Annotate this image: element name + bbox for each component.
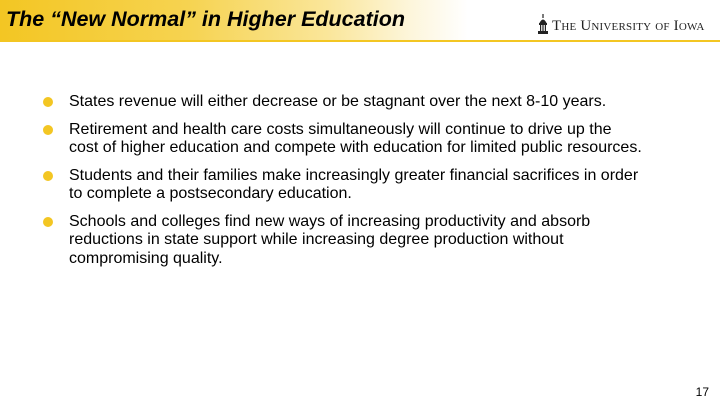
bullet-dot [43, 125, 53, 135]
list-item [43, 121, 643, 158]
list-item [43, 213, 643, 269]
bullet-dot [43, 171, 53, 181]
slide-title: The “New Normal” in Higher Education [6, 7, 405, 31]
list-item [43, 167, 643, 204]
old-capitol-dome-icon [537, 14, 549, 34]
title-divider [0, 40, 720, 42]
university-logo [537, 14, 704, 34]
bullet-text: Students and their families make increasingly greater financial sacrifices in order to complete a postsecondary education. [69, 166, 639, 202]
title-bar [0, 0, 468, 40]
logo-wordmark: The University of Iowa [552, 18, 705, 34]
bullet-dot [43, 217, 53, 227]
bullet-text: States revenue will either decrease or be stagnant over the next 8-10 years. [69, 93, 607, 110]
bullet-text: Retirement and health care costs simultaneously will continue to drive up the cost of higher education and compete with education for limited public resources. [69, 120, 642, 156]
bullet-list [43, 93, 643, 268]
page-number: 17 [695, 385, 709, 399]
bullet-text: Schools and colleges find new ways of increasing productivity and absorb reductions in state support while increasing degree production without compromising quality. [69, 212, 591, 267]
bullet-dot [43, 97, 53, 107]
list-item [43, 93, 643, 112]
